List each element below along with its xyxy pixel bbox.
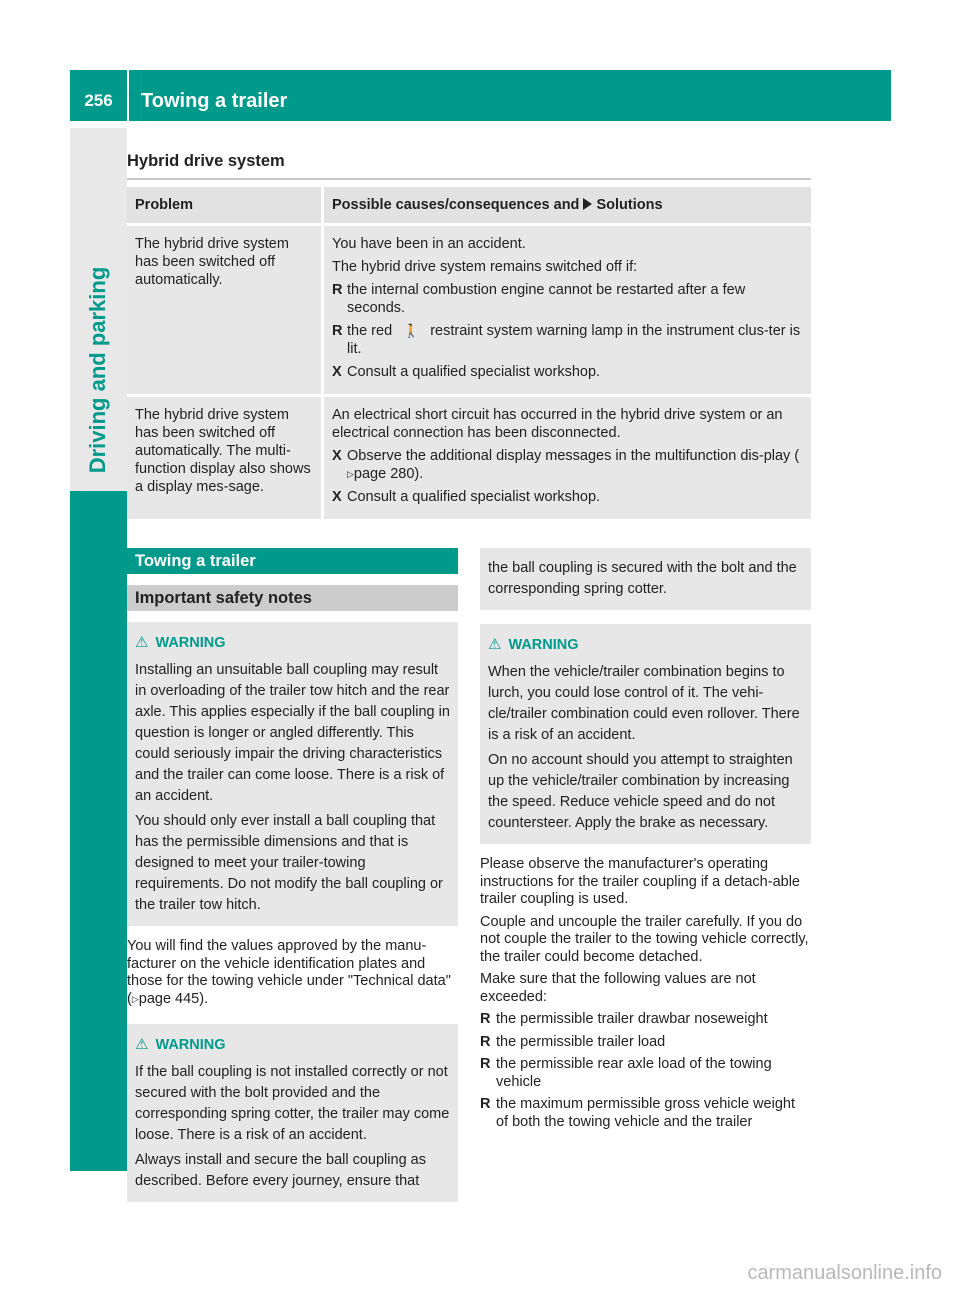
column-header-problem: Problem [127,187,324,226]
action-item: X Observe the additional display messages in the multifunction dis-play (▷page 280). [332,448,800,482]
warning-box-continued [480,548,811,610]
warning-box [127,622,458,926]
bullet-marker: R [480,1056,491,1072]
action-marker: X [332,364,342,380]
header-title: Towing a trailer [141,90,288,112]
warning-text: On no account should you attempt to straighten up the vehicle/trailer combination by increasing the speed. Reduce vehicle speed and do not countersteer. Apply the brake as necessary. [488,752,793,831]
bullet-marker: R [480,1011,491,1027]
warning-text: If the ball coupling is not installed correctly or not secured with the bolt provided and the corresponding spring cotter, the trailer may come loose. There is a risk of an accident. [135,1064,450,1143]
bullet-marker: R [332,323,343,339]
bullet-item: R the internal combustion engine cannot be restarted after a few seconds. [332,282,746,316]
list-item: R the permissible trailer drawbar noseweight [480,1011,768,1027]
warning-text: When the vehicle/trailer combination begins to lurch, you could lose control of it. The vehi-cle/trailer combination could even rollover. There is a risk of an accident. [488,664,800,743]
list-item: R the permissible trailer load [480,1033,666,1050]
section-title: Hybrid drive system [127,152,285,170]
warning-box [480,624,811,844]
problem-cell: The hybrid drive system has been switched off automatically. [127,226,324,397]
bullet-marker: R [480,1096,491,1112]
body-text: Make sure that the following values are not exceeded: [480,971,756,1005]
subsection-heading: Important safety notes [127,585,458,611]
action-item: X Consult a qualified specialist workshop. [332,364,601,380]
action-marker: X [332,448,342,464]
sidebar-accent-block [70,491,127,1171]
warning-box [127,1024,458,1202]
watermark: carmanualsonline.info [747,1262,942,1284]
action-marker: X [332,489,342,505]
list-item: R the permissible rear axle load of the towing vehicle [480,1056,772,1090]
page-reference-icon: ▷ [131,993,139,1004]
list-item: R the maximum permissible gross vehicle weight of both the towing vehicle and the trailer [480,1096,795,1130]
warning-text: You should only ever install a ball coupling that has the permissible dimensions and that is designed to meet your trailer-towing requirements. Do not modify the ball coupling or the trailer tow hitch. [135,813,443,913]
sidebar-chapter-label: Driving and parking [85,266,110,474]
restraint-system-warning-lamp-icon: 🚶 [403,323,420,338]
body-text: Please observe the manufacturer's operating instructions for the trailer coupling if a detach-able trailer coupling is used. [480,856,800,907]
problem-cell: The hybrid drive system has been switched off automatically. The multi-function display also shows a display mes-sage. [127,397,324,522]
warning-heading: ⚠ WARNING [135,1036,226,1053]
warning-text: Always install and secure the ball coupling as described. Before every journey, ensure that [135,1152,426,1189]
table-row [127,397,811,522]
bullet-marker: R [480,1033,491,1050]
left-column [127,548,458,1202]
warning-triangle-icon: ⚠ [135,1036,149,1053]
table-header-row [127,187,811,226]
right-column [480,548,811,1136]
warning-triangle-icon: ⚠ [488,636,502,653]
page-reference-link[interactable]: page 445 [138,990,200,1007]
warning-triangle-icon: ⚠ [135,634,149,651]
cause-text: An electrical short circuit has occurred in the hybrid drive system or an electrical connection has been disconnected. [332,407,783,441]
problem-table [127,187,811,522]
column-header-solutions: Possible causes/consequences and Solutions [324,187,811,226]
chapter-heading: Towing a trailer [127,548,458,574]
warning-heading: ⚠ WARNING [488,636,579,653]
page-number: 256 [84,91,113,110]
section-divider [127,178,811,180]
cause-text: You have been in an accident. [332,236,526,252]
body-text: Couple and uncouple the trailer carefully. If you do not couple the trailer to the towing vehicle correctly, the trailer could become detached. [480,913,809,965]
header-separator [127,70,129,121]
warning-text: Installing an unsuitable ball coupling may result in overloading of the trailer tow hitch and the rear axle. This applies especially if the ball coupling in question is longer or angled differently. This could seriously impair the driving characteristics and the trailer can come loose. There is a risk of an accident. [135,662,450,804]
bullet-marker: R [332,282,343,298]
warning-heading: ⚠ WARNING [135,634,226,651]
body-text: You will find the values approved by the manu-facturer on the vehicle identification plates and those for the towing vehicle under "Technical data" (▷page 445). [127,938,451,1007]
solution-cell [324,226,811,397]
bullet-item: R the red 🚶 restraint system warning lamp in the instrument clus-ter is lit. [332,323,801,357]
action-item: X Consult a qualified specialist workshop. [332,489,601,505]
action-arrow-icon [583,198,592,210]
page-reference-link[interactable]: page 280 [353,466,415,482]
table-row [127,226,811,397]
solution-cell [324,397,811,522]
warning-text: the ball coupling is secured with the bolt and the corresponding spring cotter. [488,560,797,597]
page-reference-icon: ▷ [347,469,354,479]
cause-text: The hybrid drive system remains switched off if: [332,259,638,275]
